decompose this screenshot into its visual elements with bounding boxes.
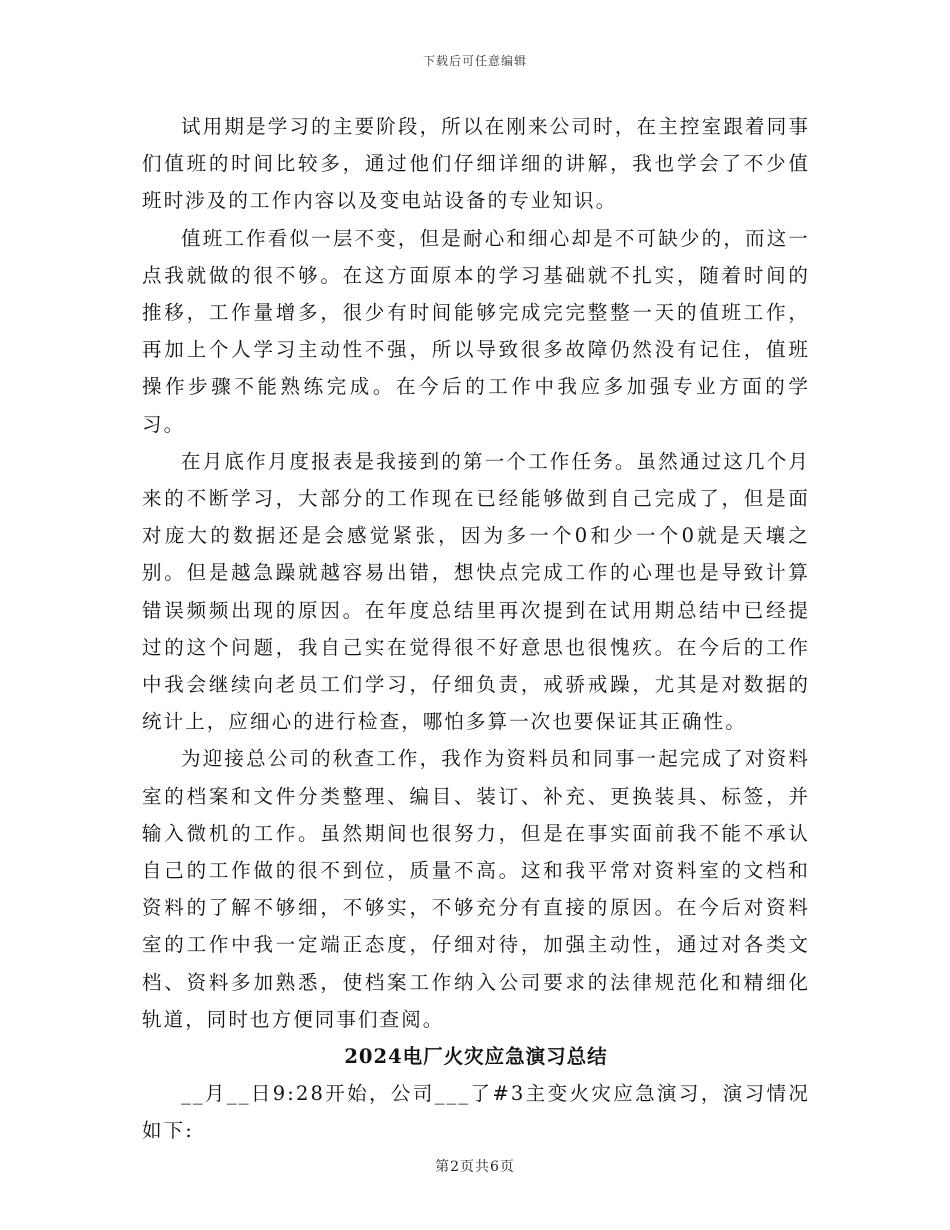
section-intro: __月__日9:28开始，公司___了#3主变火灾应急演习，演习情况如下: [142, 1082, 810, 1143]
paragraph-probation-study: 试用期是学习的主要阶段，所以在刚来公司时，在主控室跟着同事们值班的时间比较多，通过他们仔细详细的讲解，我也学会了不少值班时涉及的工作内容以及变电站设备的专业知识。 [142, 115, 810, 213]
section-title: 2024电厂火灾应急演习总结 [344, 1045, 608, 1069]
paragraph-monthly-report: 在月底作月度报表是我接到的第一个工作任务。虽然通过这几个月来的不断学习，大部分的工作现在已经能够做到自己完成了，但是面对庞大的数据还是会感觉紧张，因为多一个0和少一个0就是天壤之别。但是越急躁就越容易出错，想快点完成工作的心理也是导致计算错误频频出现的原因。在年度总结里再次提到在试用期总结中已经提过的这个问题，我自己实在觉得很不好意思也很愧疚。在今后的工作中我会继续向老员工们学习，仔细负责，戒骄戒躁，尤其是对数据的统计上，应细心的进行检查，哪怕多算一次也要保证其正确性。 [142, 449, 810, 734]
paragraph-duty-work: 值班工作看似一层不变，但是耐心和细心却是不可缺少的，而这一点我就做的很不够。在这方面原本的学习基础就不扎实，随着时间的推移，工作量增多，很少有时间能够完成完完整整一天的值班工作，再加上个人学习主动性不强，所以导致很多故障仍然没有记住，值班操作步骤不能熟练完成。在今后的工作中我应多加强专业方面的学习。 [142, 226, 810, 436]
page-header: 下载后可任意编辑 [422, 54, 527, 68]
paragraph-archive-work: 为迎接总公司的秋查工作，我作为资料员和同事一起完成了对资料室的档案和文件分类整理、编目、装订、补充、更换装具、标签，并输入微机的工作。虽然期间也很努力，但是在事实面前我不能不承认自己的工作做的很不到位，质量不高。这和我平常对资料室的文档和资料的了解不够细，不够实，不够充分有直接的原因。在今后对资料室的工作中我一定端正态度，仔细对待，加强主动性，通过对各类文档、资料多加熟悉，使档案工作纳入公司要求的法律规范化和精细化轨道，同时也方便同事们查阅。 [142, 747, 810, 1031]
document-body [142, 108, 810, 1150]
page-number: 第2页共6页 [435, 1159, 515, 1175]
